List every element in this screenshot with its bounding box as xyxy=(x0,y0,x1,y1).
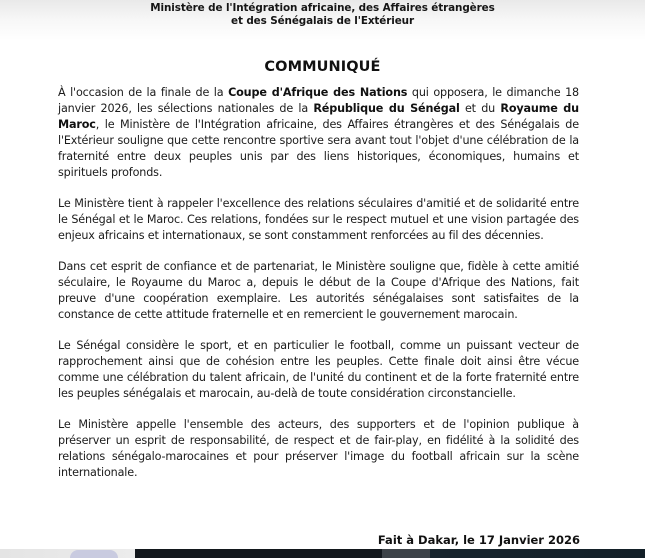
thumbnail-shape xyxy=(70,550,118,558)
bold-text: Royaume du Maroc xyxy=(58,102,579,131)
text-segment: Dans cet esprit de confiance et de partenariat, le Ministère souligne que, fidèle à cette amitié séculaire, le Royaume du Maroc a, depuis le début de la Coupe d'Afrique des Nations, fait preuve d'une coopération exemplaire. Les autorités sénégalaises sont satisfaites de la constance de cette attitude fraternelle et en remercient le gouvernement marocain. xyxy=(58,260,579,321)
text-segment: À l'occasion de la finale de la xyxy=(58,86,229,99)
ministry-line-1: Ministère de l'Intégration africaine, des Affaires étrangères xyxy=(150,2,495,14)
bottom-media-strip xyxy=(0,549,645,558)
document-title: COMMUNIQUÉ xyxy=(264,59,381,75)
paragraph-4 xyxy=(58,338,579,402)
media-background xyxy=(430,549,645,558)
text-segment: qui opposera, le dimanche 18 janvier 2026, les sélections nationales de la xyxy=(58,86,580,115)
paragraph-5 xyxy=(58,417,579,481)
bold-text: République du Sénégal xyxy=(313,102,460,115)
text-segment: , le Ministère de l'Intégration africaine, des Affaires étrangères et des Sénégalais de l'Extérieur souligne que cette rencontre sportive sera avant tout l'objet d'une célébration de la fraternité entre deux peuples unis par des liens historiques, économiques, humains et spirituels profonds. xyxy=(58,118,579,179)
paragraph-3 xyxy=(58,259,579,323)
bold-text: Coupe d'Afrique des Nations xyxy=(228,86,408,99)
ministry-header xyxy=(0,2,645,28)
document-body xyxy=(58,85,579,496)
text-segment: et du xyxy=(459,102,501,115)
thumbnail-image xyxy=(0,549,135,558)
text-segment: Le Ministère appelle l'ensemble des acteurs, des supporters et de l'opinion publique à préserver un esprit de responsabilité, de respect et de fair-play, en fidélité à la solidité des relations sénégalo-marocaines et pour préserver l'image du football africain sur la scène internationale. xyxy=(58,418,579,479)
text-segment: Le Sénégal considère le sport, et en particulier le football, comme un puissant vecteur de rapprochement ainsi que de cohésion entre les peuples. Cette finale doit ainsi être vécue comme une célébration du talent africain, de l'unité du continent et de la forte fraternité entre les peuples sénégalais et marocain, au-delà de toute considération circonstancielle. xyxy=(58,339,579,400)
media-segment xyxy=(382,549,430,558)
text-segment: Le Ministère tient à rappeler l'excellence des relations séculaires d'amitié et de solidarité entre le Sénégal et le Maroc. Ces relations, fondées sur le respect mutuel et une vision partagée des enjeux africains et internationaux, se sont constamment renforcées au fil des décennies. xyxy=(58,197,579,242)
signature-line: Fait à Dakar, le 17 Janvier 2026 xyxy=(377,533,580,547)
paragraph-2 xyxy=(58,196,579,244)
ministry-line-2: et des Sénégalais de l'Extérieur xyxy=(231,15,414,27)
paragraph-1 xyxy=(58,85,579,181)
